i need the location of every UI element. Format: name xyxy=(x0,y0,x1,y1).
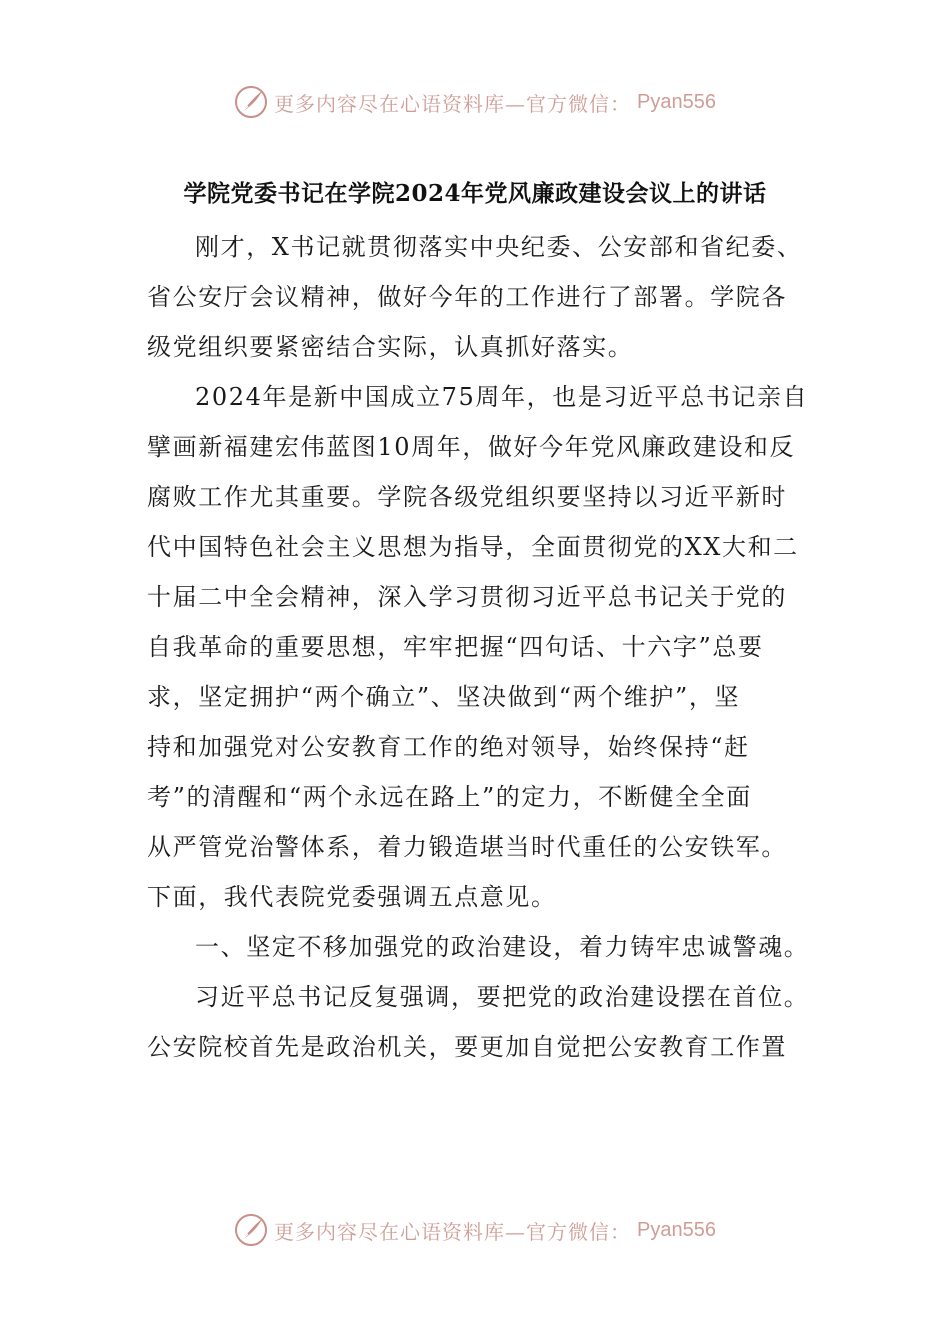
wechat-id: Pyan556 xyxy=(637,90,716,113)
paragraph-line: 省公安厅会议精神，做好今年的工作进行了部署。学院各 xyxy=(147,283,787,311)
quill-pen-icon xyxy=(234,85,268,119)
paragraph-line: 十届二中全会精神，深入学习贯彻习近平总书记关于党的 xyxy=(147,583,787,611)
paragraph-line: 自我革命的重要思想，牢牢把握“四句话、十六字”总要 xyxy=(147,633,764,661)
paragraph-line: 2024年是新中国成立75周年，也是习近平总书记亲自 xyxy=(195,383,809,411)
paragraph-line: 代中国特色社会主义思想为指导，全面贯彻党的XX大和二 xyxy=(147,533,799,561)
paragraph-line: 持和加强党对公安教育工作的绝对领导，始终保持“赶 xyxy=(147,733,750,761)
paragraph-line: 擘画新福建宏伟蓝图10周年，做好今年党风廉政建设和反 xyxy=(147,433,796,461)
wechat-id: Pyan556 xyxy=(637,1218,716,1241)
header-banner xyxy=(0,82,950,122)
footer-banner xyxy=(0,1210,950,1250)
paragraph-line: 考”的清醒和“两个永远在路上”的定力，不断健全全面 xyxy=(147,783,752,811)
paragraph-line: 刚才，X书记就贯彻落实中央纪委、公安部和省纪委、 xyxy=(195,233,803,261)
paragraph-line: 习近平总书记反复强调，要把党的政治建设摆在首位。 xyxy=(195,983,810,1011)
document-body xyxy=(147,222,810,1072)
paragraph-line: 级党组织要紧密结合实际，认真抓好落实。 xyxy=(147,333,634,361)
banner-text: 更多内容尽在心语资料库—官方微信： xyxy=(274,1219,632,1244)
paragraph-line: 求，坚定拥护“两个确立”、坚决做到“两个维护”，坚 xyxy=(147,683,741,711)
paragraph-line: 下面，我代表院党委强调五点意见。 xyxy=(147,883,557,911)
paragraph-line: 腐败工作尤其重要。学院各级党组织要坚持以习近平新时 xyxy=(147,483,787,511)
paragraph-line: 从严管党治警体系，着力锻造堪当时代重任的公安铁军。 xyxy=(147,833,787,861)
section-heading: 一、坚定不移加强党的政治建设，着力铸牢忠诚警魂。 xyxy=(195,933,810,961)
document-title: 学院党委书记在学院2024年党风廉政建设会议上的讲话 xyxy=(183,180,767,207)
quill-pen-icon xyxy=(234,1213,268,1247)
paragraph-line: 公安院校首先是政治机关，要更加自觉把公安教育工作置 xyxy=(147,1033,787,1061)
banner-text: 更多内容尽在心语资料库—官方微信： xyxy=(274,91,632,116)
